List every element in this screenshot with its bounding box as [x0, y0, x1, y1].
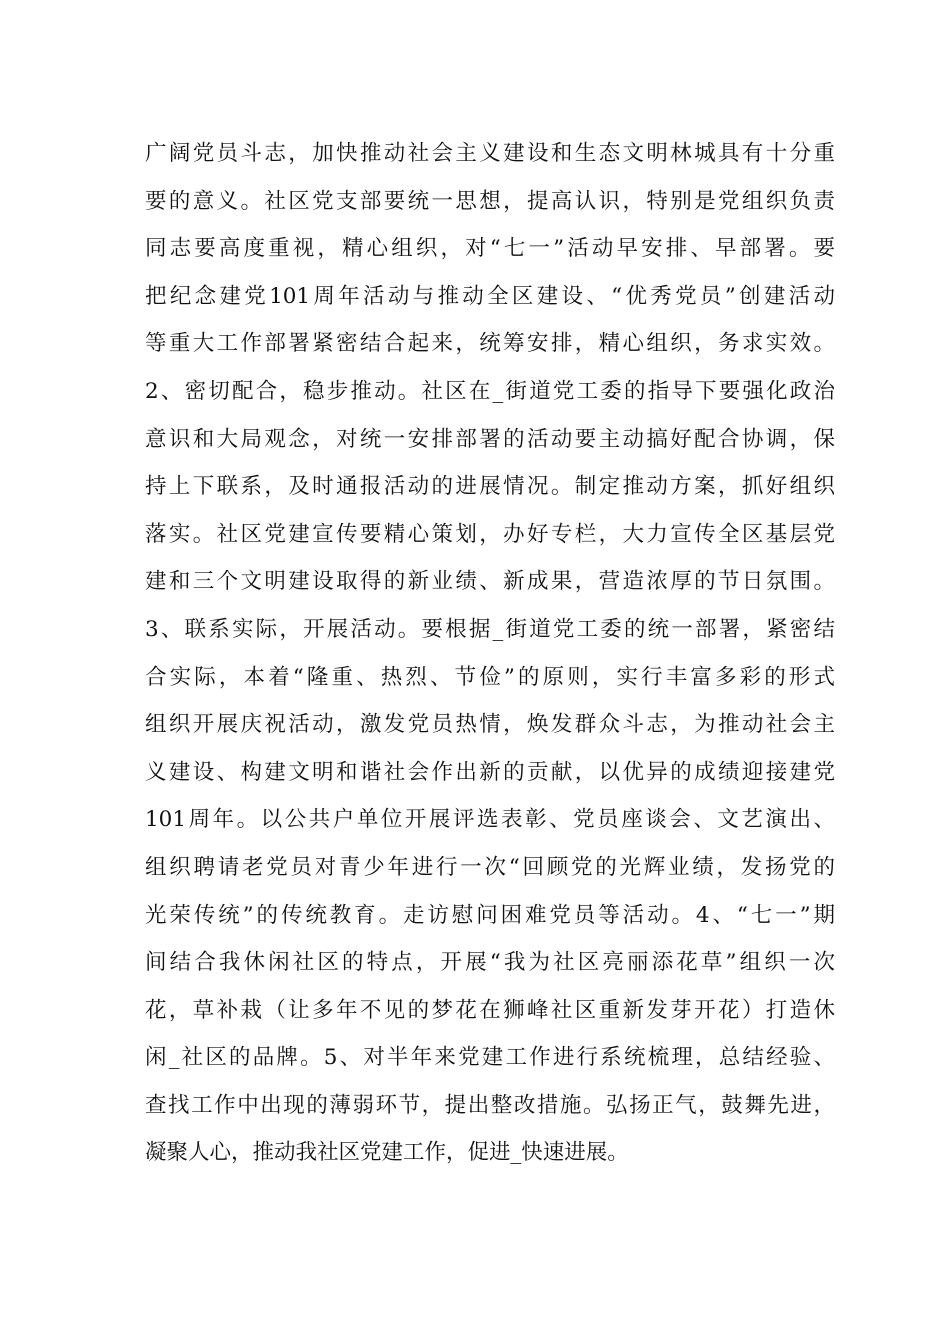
text-line: 3、联系实际，开展活动。要根据_街道党工委的统一部署，紧密结: [145, 616, 835, 642]
text-line: 义建设、构建文明和谐社会作出新的贡献，以优异的成绩迎接建党: [145, 759, 835, 785]
text-line: 组织开展庆祝活动，激发党员热情，焕发群众斗志，为推动社会主: [145, 712, 835, 738]
text-line: 持上下联系，及时通报活动的进展情况。制定推动方案，抓好组织: [145, 474, 835, 500]
text-line: 光荣传统”的传统教育。走访慰问困难党员等活动。4、“七一”期: [145, 902, 835, 928]
text-line-last: 凝聚人心，推动我社区党建工作，促进_快速进展。: [145, 1140, 629, 1166]
text-line: 组织聘请老党员对青少年进行一次“回顾党的光辉业绩，发扬党的: [145, 854, 835, 880]
text-line: 把纪念建党101周年活动与推动全区建设、“优秀党员”创建活动: [145, 283, 835, 309]
text-line: 闲_社区的品牌。5、对半年来党建工作进行系统梳理，总结经验、: [145, 1045, 835, 1071]
text-line: 建和三个文明建设取得的新业绩、新成果，营造浓厚的节日氛围。: [145, 569, 835, 595]
text-line: 间结合我休闲社区的特点，开展“我为社区亮丽添花草”组织一次: [145, 950, 835, 976]
text-line: 要的意义。社区党支部要统一思想，提高认识，特别是党组织负责: [145, 188, 835, 214]
text-line: 等重大工作部署紧密结合起来，统筹安排，精心组织，务求实效。: [145, 331, 835, 357]
text-line: 同志要高度重视，精心组织，对“七一”活动早安排、早部署。要: [145, 236, 835, 262]
body-text: [145, 130, 835, 1177]
text-line: 查找工作中出现的薄弱环节，提出整改措施。弘扬正气，鼓舞先进，: [145, 1092, 835, 1118]
text-line: 101周年。以公共户单位开展评选表彰、党员座谈会、文艺演出、: [145, 807, 835, 833]
text-line: 花，草补栽（让多年不见的梦花在狮峰社区重新发芽开花）打造休: [145, 997, 835, 1023]
text-line: 2、密切配合，稳步推动。社区在_街道党工委的指导下要强化政治: [145, 378, 835, 404]
text-line: 合实际，本着“隆重、热烈、节俭”的原则，实行丰富多彩的形式: [145, 664, 835, 690]
text-line: 意识和大局观念，对统一安排部署的活动要主动搞好配合协调，保: [145, 426, 835, 452]
text-line: 广阔党员斗志，加快推动社会主义建设和生态文明林城具有十分重: [145, 141, 835, 166]
text-line: 落实。社区党建宣传要精心策划，办好专栏，大力宣传全区基层党: [145, 521, 835, 547]
